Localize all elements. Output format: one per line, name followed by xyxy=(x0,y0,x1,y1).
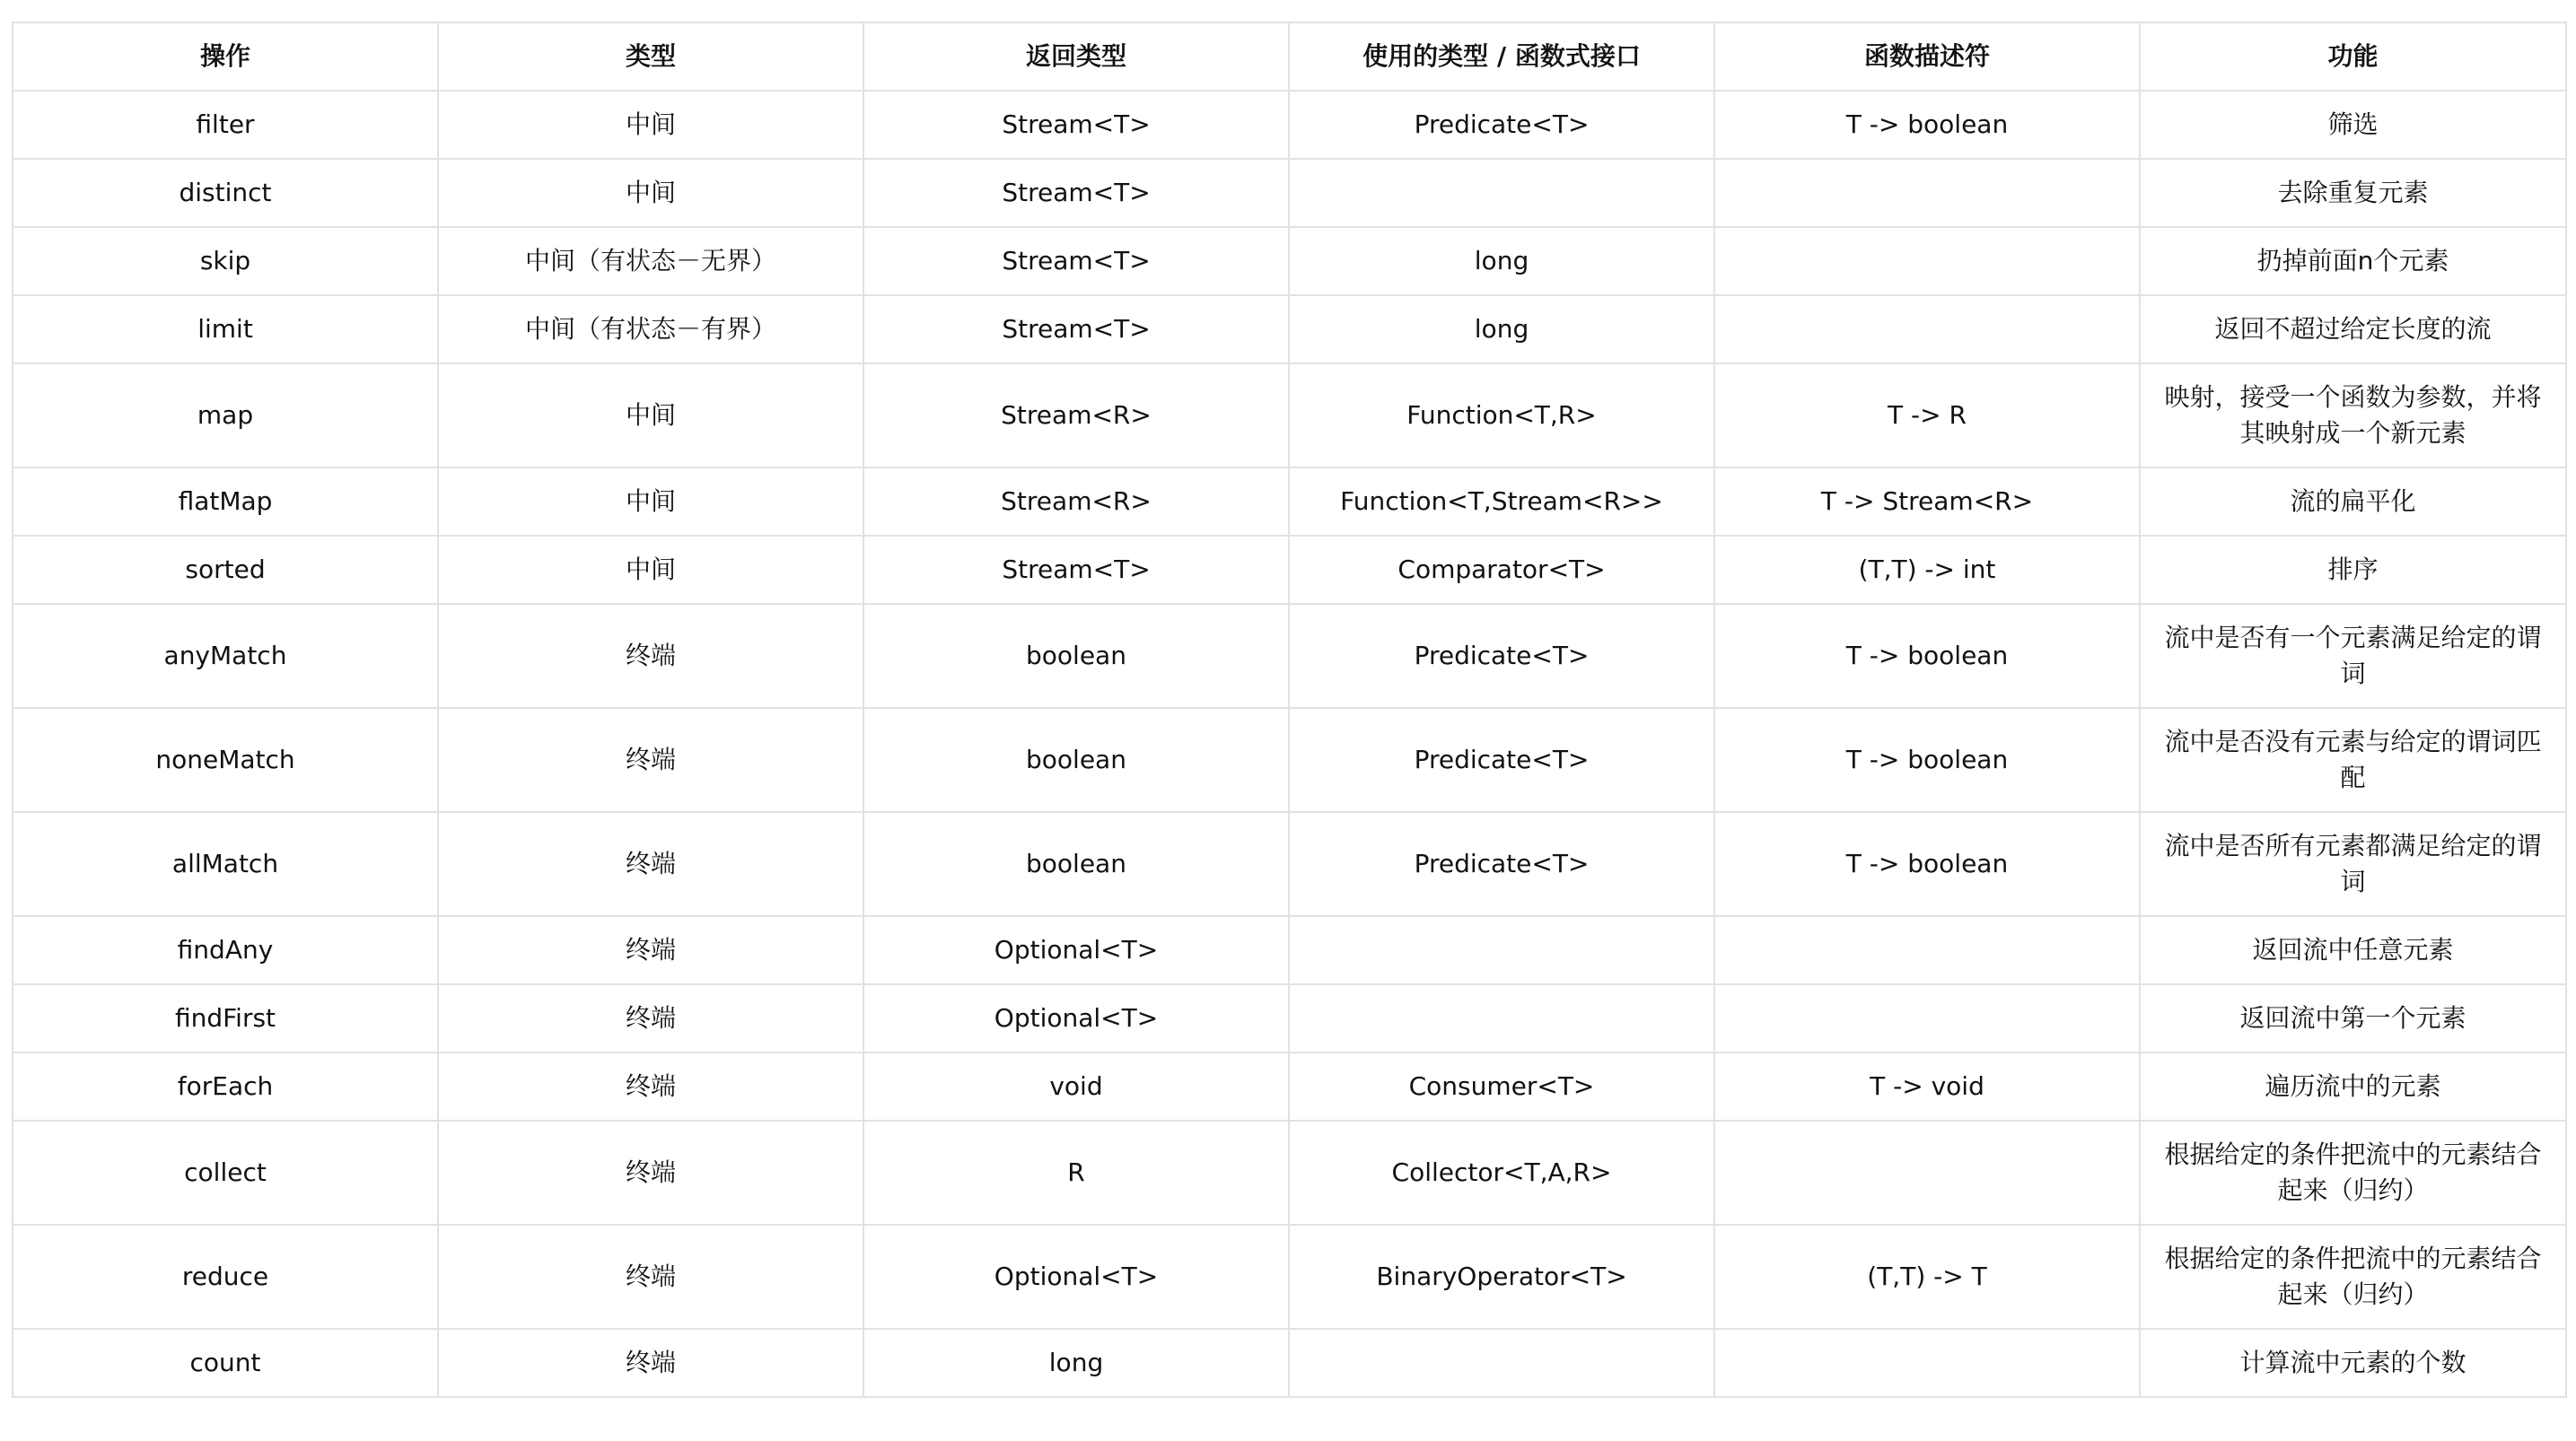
cell-descriptor xyxy=(1714,1121,2140,1225)
header-return-type: 返回类型 xyxy=(863,22,1289,91)
cell-return-type: Stream<T> xyxy=(863,227,1289,295)
cell-operation: limit xyxy=(13,295,438,363)
table-row xyxy=(13,1121,2566,1225)
cell-return-type: Optional<T> xyxy=(863,984,1289,1052)
cell-operation: noneMatch xyxy=(13,708,438,812)
table-row xyxy=(13,227,2566,295)
cell-interface: BinaryOperator<T> xyxy=(1289,1225,1714,1329)
cell-interface: Predicate<T> xyxy=(1289,708,1714,812)
cell-interface: Predicate<T> xyxy=(1289,91,1714,159)
cell-function: 返回流中第一个元素 xyxy=(2140,984,2566,1052)
table-header xyxy=(13,22,2566,91)
cell-return-type: Optional<T> xyxy=(863,1225,1289,1329)
header-interface: 使用的类型 / 函数式接口 xyxy=(1289,22,1714,91)
cell-interface: Predicate<T> xyxy=(1289,812,1714,916)
cell-interface: Collector<T,A,R> xyxy=(1289,1121,1714,1225)
cell-function: 根据给定的条件把流中的元素结合起来（归约） xyxy=(2140,1225,2566,1329)
table-row xyxy=(13,536,2566,604)
cell-type: 终端 xyxy=(438,1121,863,1225)
cell-interface: Function<T,Stream<R>> xyxy=(1289,467,1714,536)
cell-return-type: void xyxy=(863,1052,1289,1121)
stream-operations-table xyxy=(12,22,2567,1398)
cell-operation: anyMatch xyxy=(13,604,438,708)
cell-type: 中间 xyxy=(438,159,863,227)
cell-type: 终端 xyxy=(438,984,863,1052)
cell-interface: long xyxy=(1289,295,1714,363)
cell-descriptor xyxy=(1714,1329,2140,1397)
cell-interface xyxy=(1289,1329,1714,1397)
table-row xyxy=(13,467,2566,536)
cell-type: 中间（有状态－无界） xyxy=(438,227,863,295)
table-row xyxy=(13,295,2566,363)
cell-operation: flatMap xyxy=(13,467,438,536)
cell-function: 遍历流中的元素 xyxy=(2140,1052,2566,1121)
cell-descriptor xyxy=(1714,295,2140,363)
cell-type: 中间 xyxy=(438,536,863,604)
cell-descriptor xyxy=(1714,227,2140,295)
cell-operation: sorted xyxy=(13,536,438,604)
cell-type: 中间 xyxy=(438,467,863,536)
cell-interface: Consumer<T> xyxy=(1289,1052,1714,1121)
cell-interface: Function<T,R> xyxy=(1289,363,1714,467)
cell-function: 流的扁平化 xyxy=(2140,467,2566,536)
cell-interface: Predicate<T> xyxy=(1289,604,1714,708)
cell-function: 流中是否有一个元素满足给定的谓词 xyxy=(2140,604,2566,708)
cell-return-type: long xyxy=(863,1329,1289,1397)
table-row xyxy=(13,1052,2566,1121)
cell-return-type: Stream<T> xyxy=(863,91,1289,159)
cell-type: 终端 xyxy=(438,708,863,812)
cell-function: 返回流中任意元素 xyxy=(2140,916,2566,984)
cell-type: 终端 xyxy=(438,916,863,984)
cell-type: 中间 xyxy=(438,91,863,159)
header-operation: 操作 xyxy=(13,22,438,91)
cell-operation: skip xyxy=(13,227,438,295)
cell-return-type: Stream<T> xyxy=(863,295,1289,363)
cell-function: 筛选 xyxy=(2140,91,2566,159)
cell-function: 根据给定的条件把流中的元素结合起来（归约） xyxy=(2140,1121,2566,1225)
cell-interface: long xyxy=(1289,227,1714,295)
cell-descriptor: (T,T) -> int xyxy=(1714,536,2140,604)
cell-type: 终端 xyxy=(438,1329,863,1397)
cell-return-type: R xyxy=(863,1121,1289,1225)
cell-interface xyxy=(1289,159,1714,227)
cell-type: 中间（有状态－有界） xyxy=(438,295,863,363)
cell-function: 映射，接受一个函数为参数，并将其映射成一个新元素 xyxy=(2140,363,2566,467)
cell-function: 返回不超过给定长度的流 xyxy=(2140,295,2566,363)
header-descriptor: 函数描述符 xyxy=(1714,22,2140,91)
table-row xyxy=(13,812,2566,916)
cell-type: 终端 xyxy=(438,812,863,916)
cell-descriptor xyxy=(1714,159,2140,227)
cell-operation: forEach xyxy=(13,1052,438,1121)
header-type: 类型 xyxy=(438,22,863,91)
cell-return-type: Stream<T> xyxy=(863,536,1289,604)
cell-interface: Comparator<T> xyxy=(1289,536,1714,604)
cell-operation: distinct xyxy=(13,159,438,227)
cell-function: 去除重复元素 xyxy=(2140,159,2566,227)
cell-operation: findFirst xyxy=(13,984,438,1052)
cell-descriptor: T -> Stream<R> xyxy=(1714,467,2140,536)
header-function: 功能 xyxy=(2140,22,2566,91)
cell-function: 流中是否没有元素与给定的谓词匹配 xyxy=(2140,708,2566,812)
table-row xyxy=(13,984,2566,1052)
cell-return-type: Stream<R> xyxy=(863,467,1289,536)
cell-descriptor: T -> boolean xyxy=(1714,812,2140,916)
cell-operation: count xyxy=(13,1329,438,1397)
header-row xyxy=(13,22,2566,91)
cell-interface xyxy=(1289,916,1714,984)
table-body xyxy=(13,91,2566,1397)
cell-descriptor: T -> boolean xyxy=(1714,604,2140,708)
table-row xyxy=(13,708,2566,812)
cell-return-type: boolean xyxy=(863,708,1289,812)
cell-operation: allMatch xyxy=(13,812,438,916)
cell-return-type: Optional<T> xyxy=(863,916,1289,984)
cell-function: 排序 xyxy=(2140,536,2566,604)
table-row xyxy=(13,363,2566,467)
cell-operation: reduce xyxy=(13,1225,438,1329)
cell-return-type: boolean xyxy=(863,812,1289,916)
cell-descriptor: T -> R xyxy=(1714,363,2140,467)
cell-operation: map xyxy=(13,363,438,467)
cell-return-type: boolean xyxy=(863,604,1289,708)
cell-operation: collect xyxy=(13,1121,438,1225)
table-row xyxy=(13,604,2566,708)
cell-descriptor: T -> void xyxy=(1714,1052,2140,1121)
cell-descriptor xyxy=(1714,916,2140,984)
cell-operation: filter xyxy=(13,91,438,159)
cell-descriptor: (T,T) -> T xyxy=(1714,1225,2140,1329)
cell-interface xyxy=(1289,984,1714,1052)
cell-return-type: Stream<R> xyxy=(863,363,1289,467)
table-row xyxy=(13,1225,2566,1329)
table-row xyxy=(13,1329,2566,1397)
cell-descriptor: T -> boolean xyxy=(1714,91,2140,159)
cell-return-type: Stream<T> xyxy=(863,159,1289,227)
cell-type: 中间 xyxy=(438,363,863,467)
cell-type: 终端 xyxy=(438,1052,863,1121)
cell-descriptor: T -> boolean xyxy=(1714,708,2140,812)
table-row xyxy=(13,916,2566,984)
cell-type: 终端 xyxy=(438,604,863,708)
cell-function: 扔掉前面n个元素 xyxy=(2140,227,2566,295)
table-row xyxy=(13,91,2566,159)
cell-type: 终端 xyxy=(438,1225,863,1329)
cell-function: 流中是否所有元素都满足给定的谓词 xyxy=(2140,812,2566,916)
table-row xyxy=(13,159,2566,227)
cell-operation: findAny xyxy=(13,916,438,984)
cell-function: 计算流中元素的个数 xyxy=(2140,1329,2566,1397)
cell-descriptor xyxy=(1714,984,2140,1052)
